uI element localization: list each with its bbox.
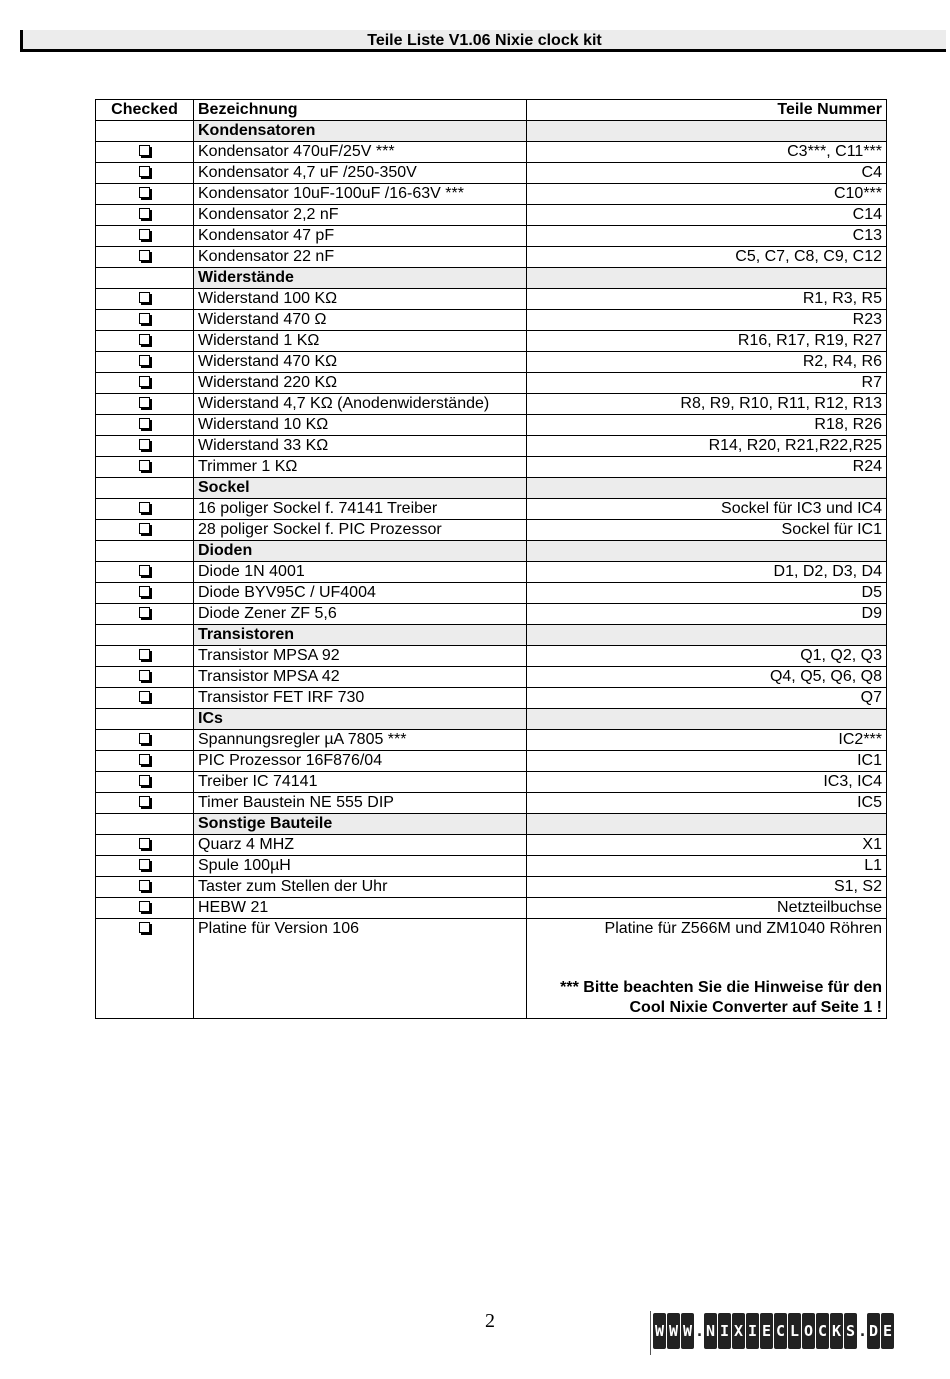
part-name: Kondensator 22 nF: [194, 247, 527, 268]
checkbox-icon[interactable]: [139, 670, 150, 681]
part-name: Widerstand 4,7 KΩ (Anodenwiderstände): [194, 394, 527, 415]
part-name: Spannungsregler µA 7805 ***: [194, 730, 527, 751]
part-number: IC2***: [527, 730, 887, 751]
checkbox-cell[interactable]: [96, 310, 194, 331]
checkbox-cell[interactable]: [96, 415, 194, 436]
part-number: R23: [527, 310, 887, 331]
section-row: [96, 709, 887, 730]
table-row-last: [96, 919, 887, 1019]
checkbox-icon[interactable]: [139, 208, 150, 219]
part-name: Trimmer 1 KΩ: [194, 457, 527, 478]
logo-tube: E: [881, 1313, 894, 1349]
checkbox-cell[interactable]: [96, 520, 194, 541]
part-name: Widerstand 10 KΩ: [194, 415, 527, 436]
part-number: Platine für Z566M und ZM1040 Röhren: [604, 920, 882, 937]
part-number: D5: [527, 583, 887, 604]
checkbox-icon[interactable]: [139, 775, 150, 786]
section-row: [96, 541, 887, 562]
part-name: Kondensator 47 pF: [194, 226, 527, 247]
part-number: R24: [527, 457, 887, 478]
checkbox-icon[interactable]: [139, 733, 150, 744]
section-empty-cell: [96, 121, 194, 142]
part-number: C14: [527, 205, 887, 226]
checkbox-icon[interactable]: [139, 187, 150, 198]
table-row: [96, 331, 887, 352]
checkbox-cell[interactable]: [96, 751, 194, 772]
checkbox-cell[interactable]: [96, 835, 194, 856]
checkbox-cell[interactable]: [96, 856, 194, 877]
part-number: C4: [527, 163, 887, 184]
table-row: [96, 247, 887, 268]
part-number: Q7: [527, 688, 887, 709]
part-name: HEBW 21: [194, 898, 527, 919]
section-title: Dioden: [194, 541, 527, 562]
checkbox-icon[interactable]: [139, 418, 150, 429]
part-name: Platine für Version 106: [194, 919, 527, 1019]
part-number: R1, R3, R5: [527, 289, 887, 310]
logo-tube: N: [704, 1313, 717, 1349]
section-empty-cell: [96, 268, 194, 289]
checkbox-icon[interactable]: [139, 334, 150, 345]
checkbox-cell[interactable]: [96, 142, 194, 163]
checkbox-cell[interactable]: [96, 184, 194, 205]
checkbox-cell[interactable]: [96, 604, 194, 625]
part-number: R18, R26: [527, 415, 887, 436]
table-row: [96, 373, 887, 394]
checkbox-cell[interactable]: [96, 289, 194, 310]
logo-tube: W: [653, 1313, 666, 1349]
table-row: [96, 667, 887, 688]
checkbox-cell[interactable]: [96, 205, 194, 226]
part-number: Q1, Q2, Q3: [527, 646, 887, 667]
table-row: [96, 436, 887, 457]
table-row: [96, 415, 887, 436]
part-number: S1, S2: [527, 877, 887, 898]
section-empty-cell: [527, 709, 887, 730]
part-name: Widerstand 470 Ω: [194, 310, 527, 331]
checkbox-cell[interactable]: [96, 163, 194, 184]
checkbox-icon[interactable]: [139, 565, 150, 576]
section-row: [96, 625, 887, 646]
part-number: D1, D2, D3, D4: [527, 562, 887, 583]
checkbox-cell[interactable]: [96, 352, 194, 373]
section-title: Sonstige Bauteile: [194, 814, 527, 835]
table-row: [96, 352, 887, 373]
part-name: Kondensator 10uF-100uF /16-63V ***: [194, 184, 527, 205]
table-row: [96, 499, 887, 520]
checkbox-icon[interactable]: [139, 523, 150, 534]
logo-tube: I: [718, 1313, 731, 1349]
page-title: Teile Liste V1.06 Nixie clock kit: [367, 32, 602, 49]
nixieclocks-logo: [650, 1311, 938, 1355]
part-name: Diode 1N 4001: [194, 562, 527, 583]
checkbox-cell[interactable]: [96, 877, 194, 898]
part-name: Transistor MPSA 92: [194, 646, 527, 667]
table-row: [96, 898, 887, 919]
logo-tube: K: [830, 1313, 843, 1349]
table-row: [96, 751, 887, 772]
part-name: Transistor FET IRF 730: [194, 688, 527, 709]
checkbox-icon[interactable]: [139, 838, 150, 849]
part-number: R16, R17, R19, R27: [527, 331, 887, 352]
table-row: [96, 730, 887, 751]
checkbox-icon[interactable]: [139, 292, 150, 303]
part-number: Sockel für IC1: [527, 520, 887, 541]
part-number: L1: [527, 856, 887, 877]
section-title: Widerstände: [194, 268, 527, 289]
part-name: Widerstand 1 KΩ: [194, 331, 527, 352]
checkbox-icon[interactable]: [139, 502, 150, 513]
logo-tube: W: [681, 1313, 694, 1349]
part-name: Widerstand 100 KΩ: [194, 289, 527, 310]
table-row: [96, 562, 887, 583]
checkbox-cell[interactable]: [96, 562, 194, 583]
part-name: Timer Baustein NE 555 DIP: [194, 793, 527, 814]
checkbox-icon[interactable]: [139, 376, 150, 387]
checkbox-icon[interactable]: [139, 439, 150, 450]
checkbox-icon[interactable]: [139, 796, 150, 807]
section-title: Kondensatoren: [194, 121, 527, 142]
part-number: C10***: [527, 184, 887, 205]
checkbox-cell[interactable]: [96, 667, 194, 688]
part-name: Taster zum Stellen der Uhr: [194, 877, 527, 898]
part-name: Diode Zener ZF 5,6: [194, 604, 527, 625]
logo-tube: .: [858, 1322, 868, 1340]
checkbox-cell[interactable]: [96, 457, 194, 478]
part-number: R8, R9, R10, R11, R12, R13: [527, 394, 887, 415]
section-empty-cell: [96, 625, 194, 646]
logo-tube: O: [802, 1313, 815, 1349]
section-empty-cell: [527, 814, 887, 835]
part-number: R2, R4, R6: [527, 352, 887, 373]
checkbox-cell[interactable]: [96, 793, 194, 814]
table-row: [96, 289, 887, 310]
section-title: Sockel: [194, 478, 527, 499]
part-number: X1: [527, 835, 887, 856]
checkbox-icon[interactable]: [139, 922, 150, 933]
section-empty-cell: [527, 268, 887, 289]
checkbox-icon[interactable]: [139, 397, 150, 408]
checkbox-cell[interactable]: [96, 247, 194, 268]
table-row: [96, 583, 887, 604]
section-title: ICs: [194, 709, 527, 730]
section-row: [96, 478, 887, 499]
checkbox-cell[interactable]: [96, 898, 194, 919]
checkbox-cell[interactable]: [96, 499, 194, 520]
checkbox-icon[interactable]: [139, 754, 150, 765]
checkbox-icon[interactable]: [139, 586, 150, 597]
checkbox-cell[interactable]: [96, 772, 194, 793]
table-row: [96, 205, 887, 226]
checkbox-cell[interactable]: [96, 226, 194, 247]
column-header-part-number: Teile Nummer: [527, 100, 887, 121]
column-header-name: Bezeichnung: [194, 100, 527, 121]
logo-tube: X: [732, 1313, 745, 1349]
checkbox-icon[interactable]: [139, 880, 150, 891]
checkbox-icon[interactable]: [139, 166, 150, 177]
part-name: Treiber IC 74141: [194, 772, 527, 793]
part-number: R7: [527, 373, 887, 394]
table-row: [96, 877, 887, 898]
section-row: [96, 814, 887, 835]
hint-note-line1: *** Bitte beachten Sie die Hinweise für den: [560, 979, 882, 996]
checkbox-cell[interactable]: [96, 436, 194, 457]
table-row: [96, 520, 887, 541]
table-row: [96, 835, 887, 856]
part-number: D9: [527, 604, 887, 625]
checkbox-icon[interactable]: [139, 313, 150, 324]
parts-table: [95, 99, 887, 1019]
checkbox-icon[interactable]: [139, 229, 150, 240]
table-row: [96, 646, 887, 667]
logo-tube: D: [867, 1313, 880, 1349]
checkbox-cell[interactable]: [96, 373, 194, 394]
part-number: C13: [527, 226, 887, 247]
checkbox-icon[interactable]: [139, 460, 150, 471]
checkbox-cell[interactable]: [96, 919, 194, 1019]
logo-tube: L: [788, 1313, 801, 1349]
checkbox-icon[interactable]: [139, 250, 150, 261]
checkbox-cell[interactable]: [96, 730, 194, 751]
part-number: Sockel für IC3 und IC4: [527, 499, 887, 520]
part-name: Widerstand 220 KΩ: [194, 373, 527, 394]
part-name: 16 poliger Sockel f. 74141 Treiber: [194, 499, 527, 520]
table-row: [96, 184, 887, 205]
section-title: Transistoren: [194, 625, 527, 646]
logo-tube: W: [667, 1313, 680, 1349]
part-number-cell: [527, 919, 887, 1019]
checkbox-icon[interactable]: [139, 859, 150, 870]
part-number: C5, C7, C8, C9, C12: [527, 247, 887, 268]
part-name: Widerstand 33 KΩ: [194, 436, 527, 457]
table-row: [96, 793, 887, 814]
logo-tube: C: [816, 1313, 829, 1349]
checkbox-cell[interactable]: [96, 331, 194, 352]
hint-note: [531, 978, 882, 1018]
parts-table-body: [96, 121, 887, 1019]
checkbox-cell[interactable]: [96, 688, 194, 709]
checkbox-icon[interactable]: [139, 607, 150, 618]
table-row: [96, 856, 887, 877]
section-row: [96, 121, 887, 142]
checkbox-cell[interactable]: [96, 646, 194, 667]
page-header: [20, 30, 946, 52]
logo-tube: .: [695, 1322, 705, 1340]
logo-tube: C: [774, 1313, 787, 1349]
table-row: [96, 163, 887, 184]
column-header-checked: Checked: [96, 100, 194, 121]
logo-tube: I: [746, 1313, 759, 1349]
section-empty-cell: [527, 121, 887, 142]
table-row: [96, 226, 887, 247]
checkbox-icon[interactable]: [139, 649, 150, 660]
section-empty-cell: [527, 541, 887, 562]
part-name: Kondensator 4,7 uF /250-350V: [194, 163, 527, 184]
section-row: [96, 268, 887, 289]
table-header-row: [96, 100, 887, 121]
table-row: [96, 772, 887, 793]
part-name: Kondensator 2,2 nF: [194, 205, 527, 226]
hint-note-line2: Cool Nixie Converter auf Seite 1 !: [629, 999, 882, 1016]
part-number: IC1: [527, 751, 887, 772]
part-number: R14, R20, R21,R22,R25: [527, 436, 887, 457]
part-name: Kondensator 470uF/25V ***: [194, 142, 527, 163]
part-name: PIC Prozessor 16F876/04: [194, 751, 527, 772]
section-empty-cell: [96, 478, 194, 499]
section-empty-cell: [96, 814, 194, 835]
table-row: [96, 310, 887, 331]
table-row: [96, 688, 887, 709]
section-empty-cell: [527, 478, 887, 499]
logo-tubes: [653, 1311, 938, 1351]
part-name: Spule 100µH: [194, 856, 527, 877]
section-empty-cell: [96, 709, 194, 730]
part-number: C3***, C11***: [527, 142, 887, 163]
checkbox-icon[interactable]: [139, 145, 150, 156]
part-number: IC5: [527, 793, 887, 814]
page-number: 2: [485, 1310, 495, 1332]
part-name: Widerstand 470 KΩ: [194, 352, 527, 373]
table-row: [96, 142, 887, 163]
part-number: Q4, Q5, Q6, Q8: [527, 667, 887, 688]
part-number: Netzteilbuchse: [527, 898, 887, 919]
part-name: 28 poliger Sockel f. PIC Prozessor: [194, 520, 527, 541]
section-empty-cell: [96, 541, 194, 562]
checkbox-cell[interactable]: [96, 394, 194, 415]
table-row: [96, 457, 887, 478]
section-empty-cell: [527, 625, 887, 646]
part-name: Diode BYV95C / UF4004: [194, 583, 527, 604]
table-row: [96, 604, 887, 625]
part-name: Transistor MPSA 42: [194, 667, 527, 688]
checkbox-icon[interactable]: [139, 355, 150, 366]
logo-tube: E: [760, 1313, 773, 1349]
checkbox-cell[interactable]: [96, 583, 194, 604]
part-number: IC3, IC4: [527, 772, 887, 793]
part-name: Quarz 4 MHZ: [194, 835, 527, 856]
checkbox-icon[interactable]: [139, 691, 150, 702]
checkbox-icon[interactable]: [139, 901, 150, 912]
logo-tube: S: [844, 1313, 857, 1349]
table-row: [96, 394, 887, 415]
